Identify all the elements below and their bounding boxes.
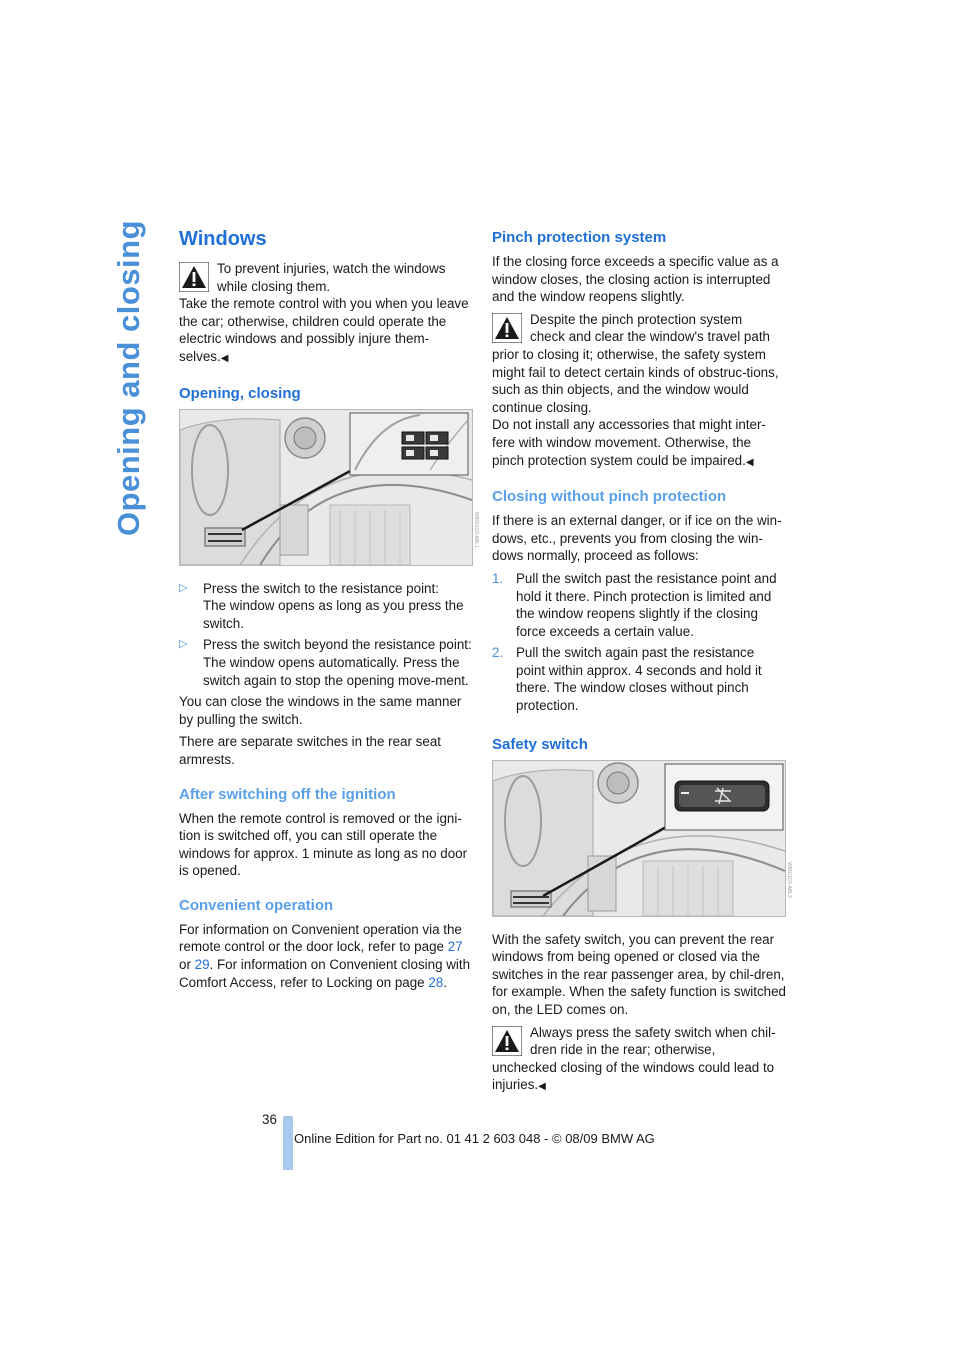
- warning-triangle-icon: [492, 313, 522, 343]
- heading-pinch-protection: Pinch protection system: [492, 229, 667, 246]
- list-item: [179, 580, 473, 633]
- warning-line-2: while closing them.: [217, 278, 331, 294]
- page-link-28[interactable]: 28: [428, 974, 444, 990]
- triangle-bullet-icon: ▷: [179, 638, 188, 651]
- bullet-subtext: The window opens automatically. Press the switch again to stop the opening move-ment.: [203, 654, 469, 688]
- figure-code-2: W8GI1C0-ABL2: [786, 862, 792, 898]
- side-chapter-tab: [104, 219, 154, 537]
- text-segment: . For information on Convenient closing with Comfort Access, refer to Locking on page: [179, 957, 471, 990]
- step-number: 2.: [492, 645, 504, 661]
- paragraph-after-ignition: When the remote control is removed or the igni-tion is switched off, you can still operate the windows for approx. 1 minute as long as no door is opened.: [179, 810, 468, 879]
- heading-opening-closing: Opening, closing: [179, 384, 301, 402]
- opening-steps-list: [179, 580, 473, 690]
- step-number: 1.: [492, 570, 504, 586]
- text-segment: For information on Convenient operation via the remote control or the door lock, refer to page: [179, 921, 462, 955]
- heading-safety-switch: Safety switch: [492, 735, 588, 753]
- paragraph-convenient-operation: [179, 921, 473, 991]
- paragraph-safety-switch: With the safety switch, you can prevent the rear windows from being opened or closed via the switches in the rear passenger area, by chil-dren, for example. When the safety function is switched on, the LED comes on.: [492, 931, 786, 1018]
- safety-switch-illustration: [493, 761, 785, 916]
- text-segment: .: [443, 974, 447, 990]
- closing-steps-list: [492, 570, 786, 715]
- warning-triangle-icon: [179, 262, 209, 292]
- warning-block: [179, 260, 473, 368]
- side-chapter-title: Opening and closing: [111, 219, 147, 537]
- list-item: [492, 644, 786, 714]
- window-switch-figure: [179, 409, 473, 566]
- paragraph-rear-switches: There are separate switches in the rear seat armrests.: [179, 734, 441, 767]
- list-item: [492, 570, 786, 640]
- warning-line-1: Despite the pinch protection system: [530, 311, 743, 327]
- text-segment: or: [179, 957, 195, 973]
- page-link-27[interactable]: 27: [447, 939, 463, 955]
- warning-tail-text: Do not install any accessories that might inter-fere with window movement. Otherwise, the pinch protection system could be impaired.: [492, 417, 766, 468]
- paragraph-pinch-protection: If the closing force exceeds a specific value as a window closes, the closing action is interrupted and the window reopens slightly.: [492, 254, 779, 305]
- left-column: [179, 226, 479, 991]
- warning-text: prior to closing it; otherwise, the safety system might fail to detect certain kinds of obstruc-tions, such as thin objects, and the window would continue closing.: [492, 346, 779, 415]
- triangle-bullet-icon: ▷: [179, 581, 188, 594]
- page-title: Windows: [179, 228, 267, 250]
- bullet-subtext: The window opens as long as you press the switch.: [203, 598, 464, 631]
- warning-line-1: To prevent injuries, watch the windows: [217, 261, 446, 276]
- figure-code-1: W8GI1C0-ABL1: [473, 512, 479, 548]
- window-switch-illustration: [180, 410, 472, 565]
- heading-convenient-operation: Convenient operation: [179, 896, 334, 914]
- safety-switch-figure: [492, 760, 786, 917]
- end-mark-icon: ◀: [220, 352, 229, 364]
- heading-after-ignition: After switching off the ignition: [179, 785, 396, 803]
- right-column: [492, 228, 792, 1096]
- page-number: 36: [262, 1112, 277, 1127]
- warning-triangle-icon: [492, 1026, 522, 1056]
- page-link-29[interactable]: 29: [194, 957, 210, 973]
- paragraph-close-windows: You can close the windows in the same manner by pulling the switch.: [179, 694, 462, 727]
- warning-text: unchecked closing of the windows could lead to injuries.: [492, 1059, 775, 1093]
- step-text: Pull the switch past the resistance point and hold it there. Pinch protection is limited and the window reopens slightly if the closing force exceeds a certain value.: [516, 570, 777, 639]
- list-item: [179, 636, 473, 689]
- end-mark-icon: ◀: [538, 1081, 546, 1093]
- warning-block: [492, 311, 786, 471]
- warning-block: [492, 1024, 786, 1096]
- warning-text: Take the remote control with you when you leave the car; otherwise, children could operate the electric windows and possibly injure them-selves.: [179, 296, 469, 364]
- heading-closing-without-pinch: Closing without pinch protection: [492, 488, 727, 506]
- bullet-text: Press the switch to the resistance point:: [203, 580, 439, 596]
- warning-line-2: check and clear the window's travel path: [530, 329, 770, 345]
- footer-accent-bar: [283, 1116, 293, 1170]
- warning-line-2: dren ride in the rear; otherwise,: [530, 1042, 716, 1058]
- footer-edition-text: Online Edition for Part no. 01 41 2 603 048 - © 08/09 BMW AG: [294, 1131, 655, 1146]
- paragraph-closing-without-pinch: If there is an external danger, or if ice on the win-dows, etc., prevents you from closing the win-dows normally, proceed as follows:: [492, 513, 782, 564]
- end-mark-icon: ◀: [745, 456, 754, 468]
- step-text: Pull the switch again past the resistance point within approx. 4 seconds and hold it there. The window closes without pinch protection.: [516, 645, 762, 714]
- bullet-text: Press the switch beyond the resistance point:: [203, 637, 472, 653]
- warning-line-1: Always press the safety switch when chil-: [530, 1024, 776, 1040]
